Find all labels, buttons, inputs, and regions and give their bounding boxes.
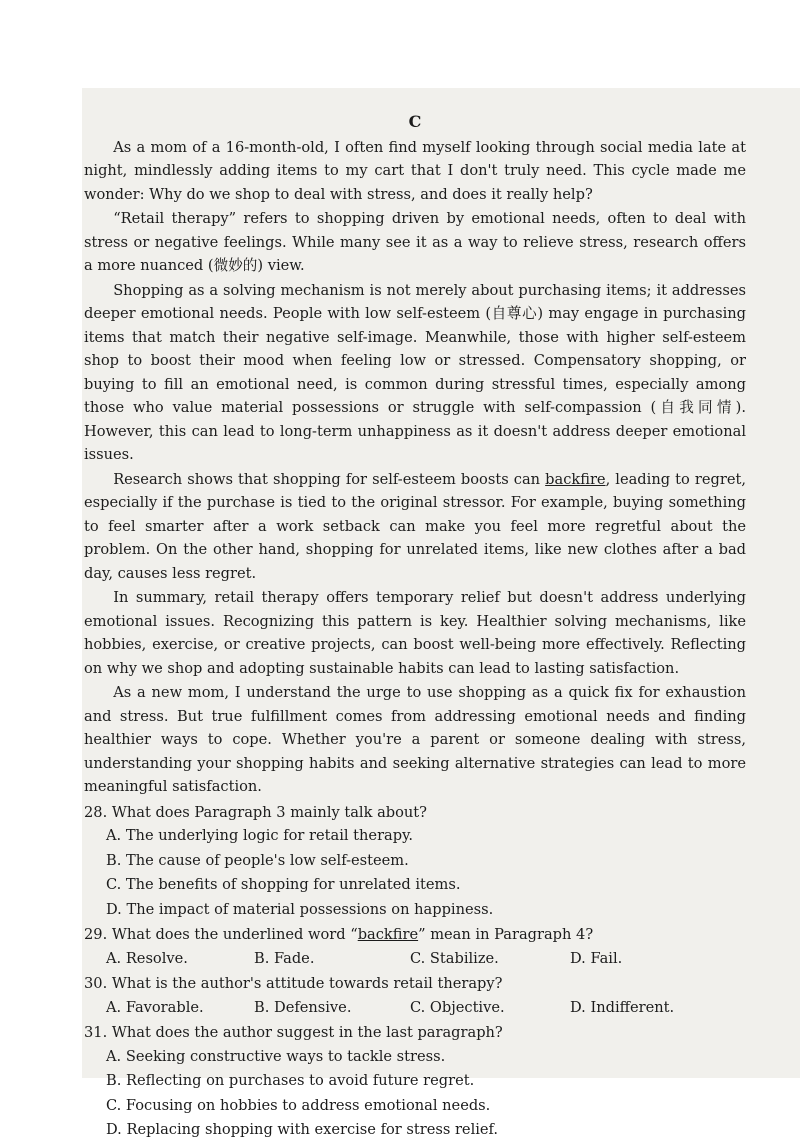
question-stem-text: ” mean in Paragraph 4? xyxy=(418,926,594,943)
paragraph-6 xyxy=(84,681,746,799)
paragraph-4 xyxy=(84,468,746,586)
options-row xyxy=(106,996,746,1020)
option-a: A. Resolve. xyxy=(106,949,188,967)
option-c: C. The benefits of shopping for unrelated items. xyxy=(106,876,461,893)
option-a: A. Seeking constructive ways to tackle stress. xyxy=(106,1047,446,1065)
paragraph-3 xyxy=(84,279,746,467)
option-b: B. Defensive. xyxy=(254,998,352,1016)
section-letter: C xyxy=(408,112,422,131)
paragraph-2 xyxy=(84,207,746,278)
option-b: B. Fade. xyxy=(254,949,315,967)
question-28 xyxy=(84,801,746,922)
underlined-word: backfire xyxy=(357,926,419,943)
paragraph-text: As a mom of a 16-month-old, I often find myself looking through social media late at night, mindlessly adding items to my cart that I don't truly need. This cycle made me wonder: Why do we shop to deal with stress, and does it really help? xyxy=(84,138,746,203)
option-d: D. Indifferent. xyxy=(570,998,675,1016)
paragraph-text: As a new mom, I understand the urge to use shopping as a quick fix for exhaustion and stress. But true fulfillment comes from addressing emotional needs and finding healthier ways to cope. Whether you're a parent or someone dealing with stress, understanding your shopping habits and seeking alternative strategies can lead to more meaningful satisfaction. xyxy=(84,684,746,795)
paragraph-text: Research shows that shopping for self-esteem boosts can xyxy=(113,470,546,488)
option-a: A. The underlying logic for retail therapy. xyxy=(106,827,414,844)
option-d: D. The impact of material possessions on happiness. xyxy=(106,900,494,918)
option-d: D. Fail. xyxy=(570,949,623,967)
option-b: B. Reflecting on purchases to avoid future regret. xyxy=(106,1072,475,1089)
option-c: C. Objective. xyxy=(410,998,505,1016)
paragraph-text: , leading to regret, especially if the purchase is tied to the original stressor. For example, buying something to feel smarter after a work setback can make you feel more regretful about the problem. On the other hand, shopping for unrelated items, like new clothes after a bad day, causes less regret. xyxy=(84,470,746,582)
option-d: D. Replacing shopping with exercise for stress relief. xyxy=(106,1121,499,1138)
paragraph-5 xyxy=(84,586,746,680)
question-31 xyxy=(84,1021,746,1142)
option-b: B. The cause of people's low self-esteem. xyxy=(106,851,409,869)
option-c: C. Stabilize. xyxy=(410,949,499,967)
paragraph-text: “Retail therapy” refers to shopping driven by emotional needs, often to deal with stress or negative feelings. While many see it as a way to relieve stress, research offers a more nuanced (微妙的) view. xyxy=(84,210,746,274)
option-c: C. Focusing on hobbies to address emotional needs. xyxy=(106,1096,491,1114)
paragraph-1 xyxy=(84,136,746,207)
options-row xyxy=(106,947,746,971)
reading-passage-page xyxy=(84,110,746,1143)
option-a: A. Favorable. xyxy=(106,998,204,1016)
paragraph-text: Shopping as a solving mechanism is not merely about purchasing items; it addresses deeper emotional needs. People with low self-esteem (自尊心) may engage in purchasing items that match their negative self-image. Meanwhile, those with higher self-esteem shop to boost their mood when feeling low or stressed. Compensatory shopping, or buying to fill an emotional need, is common during stressful times, especially among those who value material possessions or struggle with self-compassion (自我同情). However, this can lead to long-term unhappiness as it doesn't address deeper emotional issues. xyxy=(84,281,746,463)
question-30 xyxy=(84,972,746,1019)
underlined-word: backfire xyxy=(545,470,606,488)
paragraph-text: In summary, retail therapy offers temporary relief but doesn't address underlying emotional issues. Recognizing this pattern is key. Healthier solving mechanisms, like hobbies, exercise, or creative projects, can boost well-being more effectively. Reflecting on why we shop and adopting sustainable habits can lead to lasting satisfaction. xyxy=(84,589,746,677)
question-stem-text: 29. What does the underlined word “ xyxy=(84,926,358,943)
question-29 xyxy=(84,923,746,970)
question-stem xyxy=(84,923,746,947)
question-stem: 30. What is the author's attitude towards retail therapy? xyxy=(84,975,503,992)
question-stem: 28. What does Paragraph 3 mainly talk about? xyxy=(84,803,427,821)
question-stem: 31. What does the author suggest in the last paragraph? xyxy=(84,1024,503,1041)
